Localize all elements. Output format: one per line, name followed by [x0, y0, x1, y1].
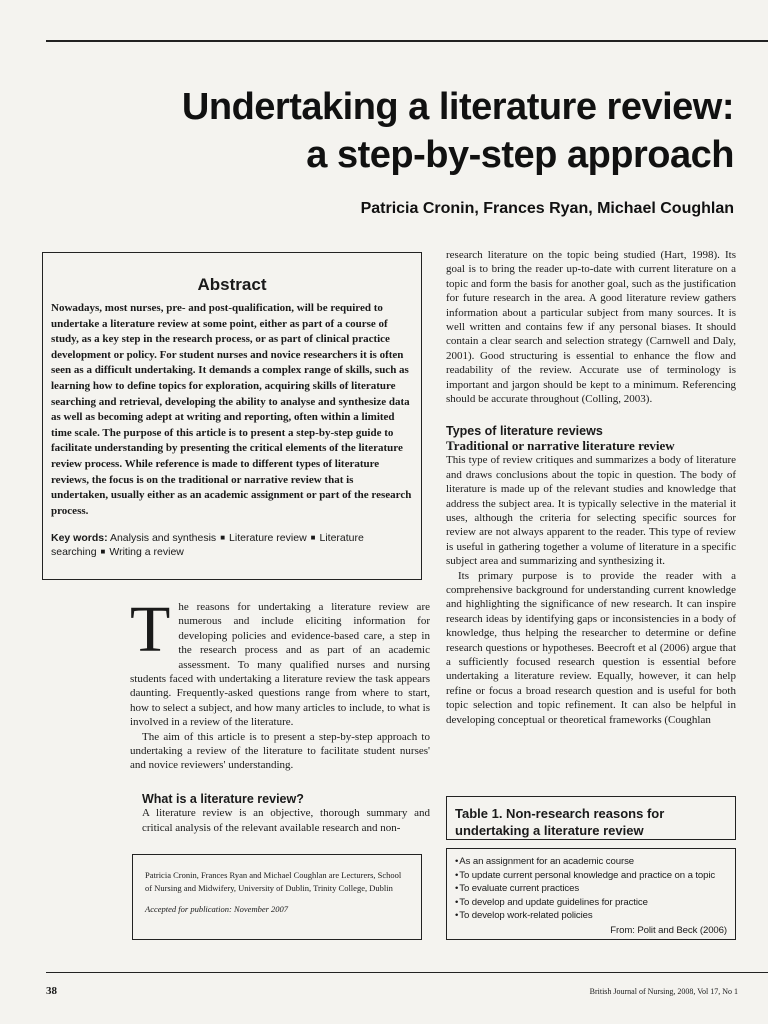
intro-text: he reasons for undertaking a literature review are numerous and include eliciting information for developing policies and evidence-based care, a step in the research process and as part of an academic assessment. To many qualified nurses and nursing students faced with undertaking a literature review the task appears daunting. Frequently-asked questions range from where to start, how to select a subject, and how many articles to include, to what is involved in a review of the literature.	[130, 601, 430, 729]
intro-paragraph	[130, 593, 430, 730]
drop-cap: T	[130, 593, 171, 666]
keyword: Literature review	[229, 532, 307, 545]
author-note-box	[132, 854, 422, 940]
accepted-date: Accepted for publication: November 2007	[145, 904, 289, 914]
keyword: Analysis and synthesis	[109, 532, 217, 545]
table-1-item: • To develop and update guidelines for practice	[455, 896, 727, 910]
page-number: 38	[46, 985, 57, 997]
right-paragraph-1: research literature on the topic being studied (Hart, 1998). Its goal is to bring the reader up-to-date with current literature on a topic and form the basis for another goal, such as the justification for future research in the area. A good literature review gathers information about a particular subject from many sources. It is well written and contains few if any personal biases. It should contain a clear search and selection strategy (Carnwell and Daly, 2001). Good structuring is essential to enhance the flow and readability of the review. Accurate use of terminology is important and jargon should be kept to a minimum. Referencing should be accurate throughout (Colling, 2003).	[446, 249, 736, 406]
table-1-item: • To update current personal knowledge and practice on a topic	[455, 869, 727, 883]
abstract-text: Nowadays, most nurses, pre- and post-qualification, will be required to undertake a literature review at some point, either as part of a course of study, as a key step in the research process, or as part of clinical practice development or policy. For student nurses and novice researchers it is often seen as a difficult undertaking. It demands a complex range of skills, such as learning how to define topics for exploration, acquiring skills of literature searching and retrieval, developing the ability to analyse and synthesize data as well as becoming adept at writing and reporting, often within a limited time scale. The purpose of this article is to present a step-by-step guide to facilitate understanding by presenting the critical elements of the literature review process. While reference is made to different types of literature reviews, the focus is on the traditional or narrative review that is undertaken, usually either as an academic assignment or part of the research process.	[51, 302, 412, 517]
article-title-line-2: a step-by-step approach	[306, 134, 734, 176]
abstract-box	[42, 252, 422, 580]
top-rule	[46, 40, 768, 42]
section-heading-types: Types of literature reviews	[446, 424, 603, 439]
author-list: Patricia Cronin, Frances Ryan, Michael Coughlan	[360, 200, 734, 217]
keywords-label: Key words:	[51, 532, 108, 545]
keyword: Literature searching	[51, 532, 364, 559]
journal-citation: British Journal of Nursing, 2008, Vol 17, No 1	[589, 987, 738, 996]
left-column-section	[142, 792, 430, 835]
aim-paragraph: The aim of this article is to present a step-by-step approach to undertaking a review of the literature to facilitate student nurses' and novice reviewers' understanding.	[130, 730, 430, 772]
author-affiliation: Patricia Cronin, Frances Ryan and Michael Coughlan are Lecturers, School of Nursing and Midwifery, University of Dublin, Trinity College, Dublin	[145, 870, 402, 893]
table-1-body	[446, 848, 736, 940]
section-text-what-is: A literature review is an objective, thorough summary and critical analysis of the relevant available research and non-	[142, 807, 430, 834]
table-1-source: From: Polit and Beck (2006)	[610, 924, 727, 936]
table-1-item: • As an assignment for an academic course	[455, 855, 727, 869]
sub-heading-traditional: Traditional or narrative literature review	[446, 437, 675, 453]
right-paragraph-3: Its primary purpose is to provide the reader with a comprehensive background for understanding current knowledge and highlighting the significance of new research. It can inspire research ideas by identifying gaps or inconsistencies in a body of knowledge, thus helping the researcher to determine or define research questions or hypotheses. Beecroft et al (2006) argue that a sufficiently focused research question is essential before undertaking a literature review. Equally, however, it can help refine or focus a broad research question and is useful for both topic selection and topic refinement. It can also be helpful in developing conceptual or theoretical frameworks (Coughlan	[446, 569, 736, 726]
right-column	[446, 248, 736, 727]
bullet-square-icon: ■	[100, 547, 106, 557]
left-column	[130, 593, 430, 773]
table-1-title: Table 1. Non-research reasons for undertaking a literature review	[455, 806, 665, 838]
abstract-heading: Abstract	[197, 275, 267, 294]
table-1-item: • To develop work-related policies	[455, 909, 727, 923]
bottom-rule	[46, 972, 768, 973]
table-1-list	[455, 855, 727, 923]
section-heading-what-is: What is a literature review?	[142, 792, 304, 806]
keywords	[51, 531, 413, 559]
keyword: Writing a review	[109, 546, 184, 559]
table-1-title-box	[446, 796, 736, 840]
right-paragraph-2: This type of review critiques and summarizes a body of literature and draws conclusions about the topic in question. The body of literature is made up of the relevant studies and knowledge that address the subject area. It is typically selective in the material it uses, although the criteria for selecting specific sources for review are not always apparent to the reader. This type of review is useful in gathering together a volume of literature in a specific subject area and summarizing and synthesizing it.	[446, 454, 736, 568]
table-1-item: • To evaluate current practices	[455, 882, 727, 896]
bullet-square-icon: ■	[220, 533, 226, 543]
article-title-line-1: Undertaking a literature review:	[181, 86, 734, 128]
bullet-square-icon: ■	[310, 533, 316, 543]
